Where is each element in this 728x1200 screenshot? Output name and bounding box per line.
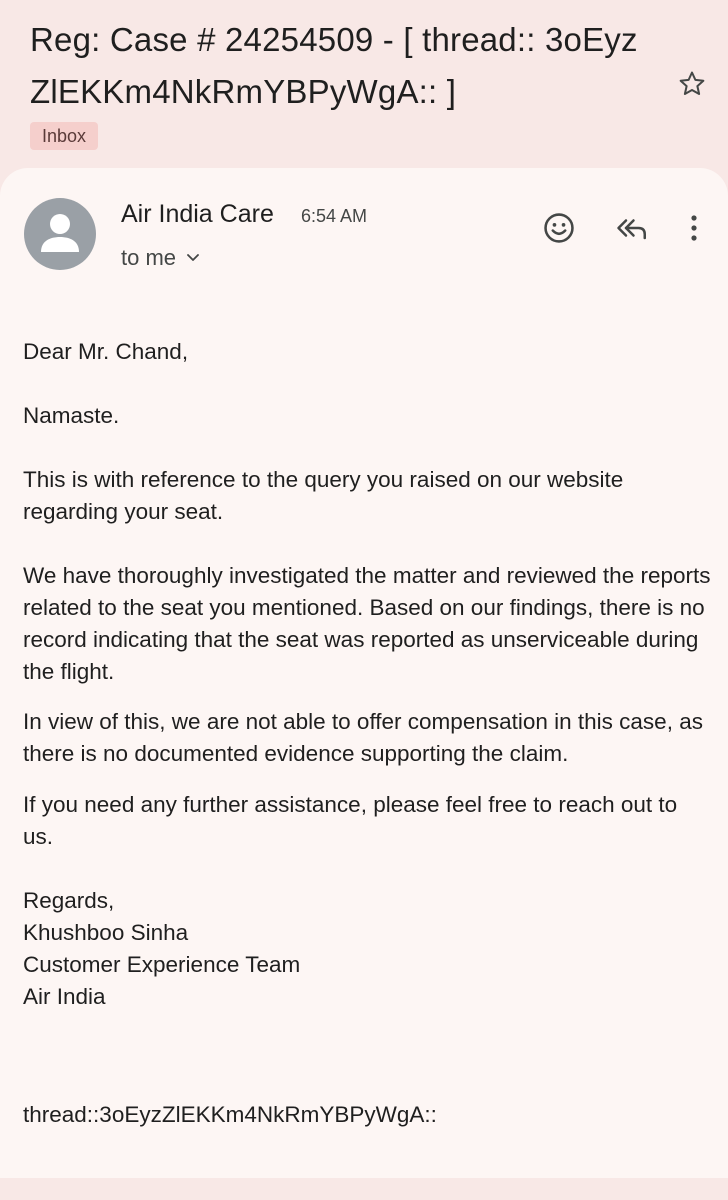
signature-name: Khushboo Sinha xyxy=(23,920,189,945)
emoji-reaction-button[interactable] xyxy=(539,208,579,248)
chevron-down-icon xyxy=(186,253,200,263)
greeting: Dear Mr. Chand, xyxy=(23,339,189,364)
bottom-strip xyxy=(0,1178,728,1200)
sender-name[interactable]: Air India Care xyxy=(121,200,274,228)
avatar[interactable] xyxy=(24,198,96,270)
emoji-icon xyxy=(542,211,576,245)
email-body xyxy=(23,336,713,1131)
more-options-button[interactable] xyxy=(674,208,714,248)
star-icon xyxy=(677,69,707,99)
signature-block xyxy=(23,885,713,1013)
email-header xyxy=(0,0,728,168)
body-paragraph-3: In view of this, we are not able to offer compensation in this case, as there is no documented evidence supporting the claim. xyxy=(23,709,703,766)
more-vert-icon xyxy=(690,214,698,242)
inbox-label[interactable]: Inbox xyxy=(30,122,98,150)
recipient-label: to me xyxy=(121,245,177,270)
reply-all-button[interactable] xyxy=(611,208,651,248)
signoff: Regards, xyxy=(23,888,115,913)
thread-id: thread::3oEyzZlEKKm4NkRmYBPyWgA:: xyxy=(23,1102,437,1127)
sent-time: 6:54 AM xyxy=(301,206,368,226)
body-paragraph-4: If you need any further assistance, please feel free to reach out to us. xyxy=(23,792,678,849)
signature-company: Air India xyxy=(23,984,106,1009)
email-subject: Reg: Case # 24254509 - [ thread:: 3oEyzZlEKKm4NkRmYBPyWgA:: ] xyxy=(30,21,638,110)
signature-team: Customer Experience Team xyxy=(23,952,301,977)
star-button[interactable] xyxy=(674,66,710,102)
body-paragraph-2: We have thoroughly investigated the matter and reviewed the reports related to the seat you mentioned. Based on our findings, there is no record indicating that the seat was reported as unserviceable during the flight. xyxy=(23,563,711,684)
body-paragraph-1: This is with reference to the query you raised on our website regarding your seat. xyxy=(23,467,624,524)
message-card xyxy=(0,168,728,1178)
recipient-details-toggle[interactable] xyxy=(121,240,200,276)
namaste-line: Namaste. xyxy=(23,403,120,428)
person-icon xyxy=(24,198,96,270)
reply-all-icon xyxy=(613,213,649,243)
